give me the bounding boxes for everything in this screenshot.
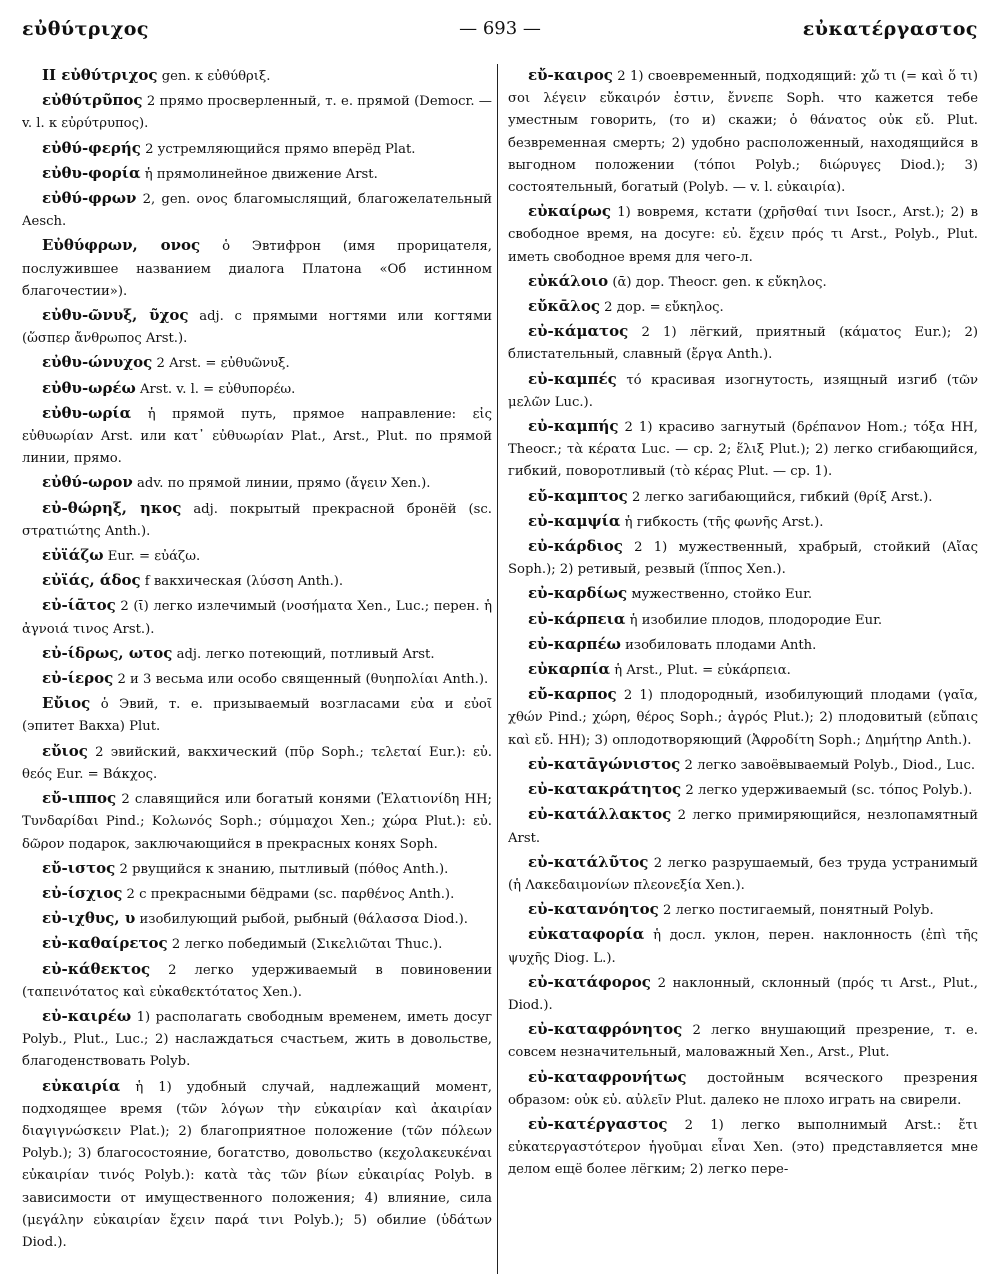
dictionary-entry: [508, 923, 978, 969]
dictionary-entry: [508, 510, 978, 534]
entry-headword: εὐ-καθαίρετος: [42, 934, 168, 953]
dictionary-entry: [22, 234, 492, 303]
dictionary-entry: [22, 907, 492, 931]
entry-definition: 2 легко удерживаемый в повиновении (ταπεινότατος καὶ εὐκαθεκτότατος Xen.).: [22, 962, 492, 1000]
entry-headword: εὐ-ίᾱτος: [42, 596, 116, 615]
entry-definition: τό красивая изогнутость, изящный изгиб (τῶν μελῶν Luc.).: [508, 372, 978, 410]
entry-definition: ἡ 1) удобный случай, надлежащий момент, подходящее время (τῶν λόγων τὴν εὐκαιρίαν καὶ ἀκαιρίαν διαγιγνώσκειν Plat.); 2) благоприятное положение (τῶν πόλεων Polyb.); 3) благосостояние, богатство, довольство (κεχολακευκέναι εὐκαιρίαν τινός Polyb.): κατὰ τὰς τῶν βίων εὐκαιρίας Polyb. в зависимости от имущественного положения; 4) влияние, сила (μεγάλην εὐκαιρίαν ἔχειν παρά τινι Polyb.); 5) обилие (ὑδάτων Diod.).: [22, 1079, 492, 1250]
entry-definition: 1) вовремя, кстати (χρῆσθαί τινι Isocr., Arst.); 2) в свободное время, на досуге: εὐ. ἔχειν πρός τι Arst., Polyb., Plut. иметь свободное время для чего-л.: [508, 205, 978, 265]
dictionary-entry: [508, 485, 978, 509]
entry-definition: 2 легко постигаемый, понятный Polyb.: [662, 903, 934, 919]
entry-definition: gen. к εὐθύθριξ.: [161, 69, 271, 84]
dictionary-entry: [508, 368, 978, 414]
entry-headword: εὐθύ-φρων: [42, 189, 137, 208]
entry-definition: 2 легко завоёвываемый Polyb., Diod., Luc.: [684, 757, 976, 773]
entry-definition: 2 с прекрасными бёдрами (sc. παρθένος Anth.).: [126, 886, 455, 902]
entry-definition: ἡ изобилие плодов, плодородие Eur.: [629, 612, 883, 628]
entry-definition: мужественно, стойко Eur.: [631, 587, 813, 603]
entry-definition: 1) располагать свободным временем, иметь досуг Polyb., Plut., Luc.; 2) наслаждаться счастьем, жить в довольстве, благоденствовать Polyb.: [22, 1009, 492, 1070]
dictionary-entry: [508, 803, 978, 849]
dictionary-entry: [508, 200, 978, 269]
entry-definition: f вакхическая (λύσση Anth.).: [144, 574, 344, 590]
entry-headword: εὐ-καταφρονήτως: [528, 1067, 687, 1086]
entry-headword: εὐ-ιχθυς, υ: [42, 909, 136, 928]
dictionary-entry: [22, 1075, 492, 1255]
right-column: [508, 64, 978, 1276]
entry-definition: 2 легко разрушаемый, без труда устранимый (ἡ Λακεδαιμονίων πλεονεξία Xen.).: [508, 855, 978, 893]
entry-headword: εὐθυ-ωρέω: [42, 378, 136, 397]
dictionary-entry: [22, 692, 492, 738]
entry-headword: εὐθύ-φερής: [42, 138, 141, 157]
dictionary-entry: [508, 658, 978, 682]
entry-definition: adj. с прямыми ногтями или когтями (ὥσπερ ἄνθρωπος Arst.).: [22, 309, 492, 347]
entry-headword: εὐ-κατάλλακτος: [528, 805, 672, 824]
entry-headword: εὐϊάς, άδος: [42, 571, 141, 590]
entry-definition: 2 легко загибающийся, гибкий (θρίξ Arst.).: [631, 489, 933, 505]
entry-headword: εὐκαταφορία: [528, 925, 645, 944]
entry-definition: ἡ досл. уклон, перен. наклонность (ἐπὶ τῆς ψυχῆς Diog. L.).: [508, 928, 978, 966]
entry-headword: εὐ-ίδρως, ωτος: [42, 643, 173, 662]
dictionary-entry: [22, 958, 492, 1004]
entry-headword: εὐκαίρως: [528, 202, 611, 221]
entry-headword: εὐ-καρδίως: [528, 584, 628, 603]
dictionary-entry: [22, 351, 492, 375]
entry-headword: εὔιος: [42, 741, 88, 760]
entry-definition: ἡ гибкость (τῆς φωνῆς Arst.).: [624, 514, 824, 530]
entry-headword: εὐκάλοιο: [528, 271, 609, 290]
dictionary-entry: [508, 535, 978, 581]
entry-definition: 2 (ῑ) легко излечимый (νοσήματα Xen., Luc.; перен. ἡ ἀγνοιά τινος Arst.).: [22, 599, 492, 637]
dictionary-entry: [22, 1005, 492, 1074]
entry-definition: ἡ Arst., Plut. = εὐκάρπεια.: [614, 663, 791, 679]
dictionary-entry: [508, 851, 978, 897]
entry-headword: εὐϊάζω: [42, 546, 104, 565]
entry-headword: Εὔιος: [42, 694, 91, 713]
entry-headword: εὐθυ-ώνυχος: [42, 353, 153, 372]
dictionary-entry: [508, 295, 978, 319]
dictionary-entry: [22, 544, 492, 568]
dictionary-entry: [508, 1113, 978, 1182]
entry-definition: adj. легко потеющий, потливый Arst.: [176, 646, 435, 662]
entry-definition: 2 1) красиво загнутый (δρέπανον Hom.; τόξα HH, Theocr.; τὰ κέρατα Luc. — ср. 2; ἕλιξ Plut.); 2) легко сгибающийся, гибкий, поворотливый (τὸ κέρας Plut. — ср. 1).: [508, 420, 978, 480]
entry-definition: изобиловать плодами Anth.: [625, 637, 817, 653]
entry-definition: 2 1) легко выполнимый Arst.: ἔτι εὐκατεργαστότερον ἡγοῦμαι εἶναι Xen. (это) представляется мне делом ещё более лёгким; 2) легко пере-: [508, 1117, 978, 1178]
entry-definition: ἡ прямой путь, прямое направление: εἰς εὐθυωρίαν Arst. или κατ᾽ εὐθυωρίαν Plat., Arst., Plut. по прямой линии, прямо.: [22, 406, 492, 467]
entry-headword: εὔ-καμπτος: [528, 486, 628, 505]
right-running-headword: εὐκατέργαστος: [802, 18, 978, 40]
dictionary-entry: [22, 642, 492, 666]
entry-headword: εὔ-ιστος: [42, 858, 116, 877]
dictionary-entry: [508, 320, 978, 366]
dictionary-entry: [22, 882, 492, 906]
entry-headword: εὐ-καμπής: [528, 417, 619, 436]
entry-headword: εὐ-κατάλῦτος: [528, 852, 649, 871]
entry-headword: εὐθυ-φορία: [42, 163, 141, 182]
dictionary-entry: [508, 753, 978, 777]
entry-headword: εὔ-καρπος: [528, 685, 617, 704]
entry-definition: 2 легко примиряющийся, незлопамятный Arst.: [508, 808, 978, 846]
entry-definition: 2 наклонный, склонный (πρός τι Arst., Plut., Diod.).: [508, 975, 978, 1013]
dictionary-entry: [508, 633, 978, 657]
entry-headword: εὐ-καιρέω: [42, 1006, 132, 1025]
entry-headword: εὔ-ιππος: [42, 789, 117, 808]
entry-headword: εὐκαρπία: [528, 660, 611, 679]
entry-definition: 2 Arst. = εὐθυῶνυξ.: [156, 356, 290, 372]
dictionary-entry: [508, 270, 978, 294]
entry-definition: 2 1) лёгкий, приятный (κάματος Eur.); 2) блистательный, славный (ἔργα Anth.).: [508, 325, 978, 363]
entry-definition: 2 дор. = εὔκηλος.: [604, 300, 724, 316]
entry-headword: εὐθύτρῦπος: [42, 91, 143, 110]
entry-definition: 2 1) плодородный, изобилующий плодами (γαῖα, χθών Pind.; χώρη, θέρος Soph.; ἀγρός Plut.); 2) плодовитый (εὔπαις καὶ εὔ. HH); 3) оплодотворяющий (Ἀφροδίτη Soph.; Δημήτηρ Anth.).: [508, 688, 978, 748]
entry-headword: εὐ-ίσχιος: [42, 883, 123, 902]
dictionary-entry: [508, 683, 978, 752]
column-divider: [497, 64, 498, 1274]
dictionary-entry: [22, 64, 492, 88]
entry-definition: 2 устремляющийся прямо вперёд Plat.: [145, 141, 416, 157]
entry-headword: εὐ-κάματος: [528, 322, 629, 341]
page-number: — 693 —: [459, 18, 541, 39]
dictionary-entry: [508, 971, 978, 1017]
dictionary-entry: [508, 1066, 978, 1112]
entry-definition: Eur. = εὐάζω.: [107, 549, 201, 565]
dictionary-entry: [22, 594, 492, 640]
entry-definition: 2 рвущийся к знанию, пытливый (πόθος Anth.).: [119, 861, 449, 877]
dictionary-entry: [508, 1018, 978, 1064]
entry-definition: adj. покрытый прекрасной бронёй (sc. στρατιώτης Anth.).: [22, 501, 492, 539]
dictionary-entry: [508, 582, 978, 606]
entry-headword: εὐ-καρπέω: [528, 634, 621, 653]
entry-headword: εὐ-κάρπεια: [528, 609, 626, 628]
dictionary-entry: [22, 402, 492, 471]
dictionary-entry: [22, 740, 492, 786]
entry-headword: εὐ-καμψία: [528, 511, 621, 530]
dictionary-entry: [508, 64, 978, 199]
dictionary-entry: [508, 608, 978, 632]
entry-headword: εὔκᾱλος: [528, 297, 600, 316]
dictionary-entry: [22, 137, 492, 161]
entry-definition: ἡ прямолинейное движение Arst.: [144, 166, 378, 182]
entry-headword: εὐ-κατακράτητος: [528, 780, 682, 799]
dictionary-entry: [22, 497, 492, 543]
entry-definition: (ᾱ) дор. Theocr. gen. к εὔκηλος.: [612, 274, 827, 290]
dictionary-entry: [22, 667, 492, 691]
dictionary-entry: [22, 787, 492, 856]
entry-headword: εὐ-καταφρόνητος: [528, 1020, 683, 1039]
entry-headword: εὐ-καμπές: [528, 369, 617, 388]
dictionary-entry: [22, 187, 492, 233]
dictionary-entry: [22, 569, 492, 593]
entry-headword: εὐθύ-ωρον: [42, 473, 133, 492]
entry-definition: 2, gen. ονος благомыслящий, благожелательный Aesch.: [22, 192, 492, 230]
entry-headword: εὐ-θώρηξ, ηκος: [42, 498, 182, 517]
entry-definition: ὁ Эвий, т. е. призываемый возгласами εὐα и εὐοῖ (эпитет Вакха) Plut.: [22, 697, 492, 735]
entry-headword: εὐ-κατανόητος: [528, 900, 659, 919]
entry-headword: εὐ-κατέργαστος: [528, 1114, 668, 1133]
entry-headword: II εὐθύτριχος: [42, 66, 158, 84]
entry-definition: 2 прямо просверленный, т. е. прямой (Democr. — v. l. к εὐρύτρυπος).: [22, 94, 492, 132]
dictionary-entry: [508, 415, 978, 484]
entry-definition: ὁ Эвтифрон (имя прорицателя, послужившее названием диалога Платона «Об истинном благочестии»).: [22, 239, 492, 299]
entry-headword: εὐθυ-ωρία: [42, 403, 132, 422]
entry-definition: Arst. v. l. = εὐθυπορέω.: [140, 381, 296, 397]
entry-definition: 2 легко удерживаемый (sc. τόπος Polyb.).: [685, 783, 973, 799]
entry-headword: Εὐθύφρων, ονος: [42, 236, 201, 255]
entry-headword: εὐ-ίερος: [42, 669, 114, 688]
dictionary-entry: [22, 932, 492, 956]
entry-headword: εὐ-κατᾱγώνιστος: [528, 754, 681, 773]
dictionary-entry: [22, 89, 492, 135]
entry-headword: εὐθυ-ῶνυξ, ῦχος: [42, 306, 189, 325]
dictionary-entry: [508, 778, 978, 802]
entry-definition: 2 эвийский, вакхический (πῦρ Soph.; τελεταί Eur.): εὐ. θεός Eur. = Βάκχος.: [22, 744, 492, 782]
left-column: [22, 64, 492, 1276]
dictionary-entry: [508, 898, 978, 922]
entry-headword: εὔ-καιρος: [528, 66, 613, 84]
page-header: [22, 14, 978, 48]
entry-definition: 2 легко внушающий презрение, т. е. совсем незначительный, маловажный Xen., Arst., Plut.: [508, 1023, 978, 1061]
entry-definition: 2 и 3 весьма или особо священный (θυηπολίαι Anth.).: [117, 672, 489, 688]
entry-definition: достойным всяческого презрения образом: οὐκ εὐ. αὐλεῖν Plut. далеко не плохо играть на свирели.: [508, 1070, 978, 1108]
entry-definition: 2 славящийся или богатый конями (Ἐλατιονίδη HH; Τυνδαρίδαι Pind.; Κολωνός Soph.; σύμμαχοι Xen.; χώρα Plut.): εὐ. δῶρον подарок, заключающийся в прекрасных конях Soph.: [22, 792, 492, 852]
dictionary-entry: [22, 377, 492, 401]
dictionary-entry: [22, 162, 492, 186]
entry-headword: εὐ-κατάφορος: [528, 972, 651, 991]
dictionary-entry: [22, 857, 492, 881]
entry-definition: 2 1) мужественный, храбрый, стойкий (Αἴας Soph.); 2) ретивый, резвый (ἵππος Xen.).: [508, 540, 978, 578]
entry-headword: εὐ-κάθεκτος: [42, 959, 151, 978]
entry-headword: εὐ-κάρδιος: [528, 537, 623, 556]
entry-definition: adv. по прямой линии, прямо (ἄγειν Xen.).: [137, 476, 431, 492]
dictionary-entry: [22, 304, 492, 350]
entry-definition: 2 1) своевременный, подходящий: χὤ τι (= καὶ ὅ τι) σοι λέγειν εὔκαιρόν ἐστιν, ἔννεπε Soph. что кажется тебе уместным говорить, (то и) скажи; ὁ θάνατος οὐκ εὔ. Plut. безвременная смерть; 2) удобно расположенный, находящийся в выгодном положении (τόποι Polyb.; διώρυγες Diod.); 3) состоятельный, богатый (Polyb. — v. l. εὐκαιρία).: [508, 69, 978, 196]
dictionary-entry: [22, 471, 492, 495]
entry-headword: εὐκαιρία: [42, 1076, 121, 1095]
entry-definition: изобилующий рыбой, рыбный (θάλασσα Diod.).: [139, 912, 468, 928]
left-running-headword: εὐθύτριχος: [22, 18, 149, 40]
entry-definition: 2 легко победимый (Σικελιῶται Thuc.).: [171, 937, 443, 953]
